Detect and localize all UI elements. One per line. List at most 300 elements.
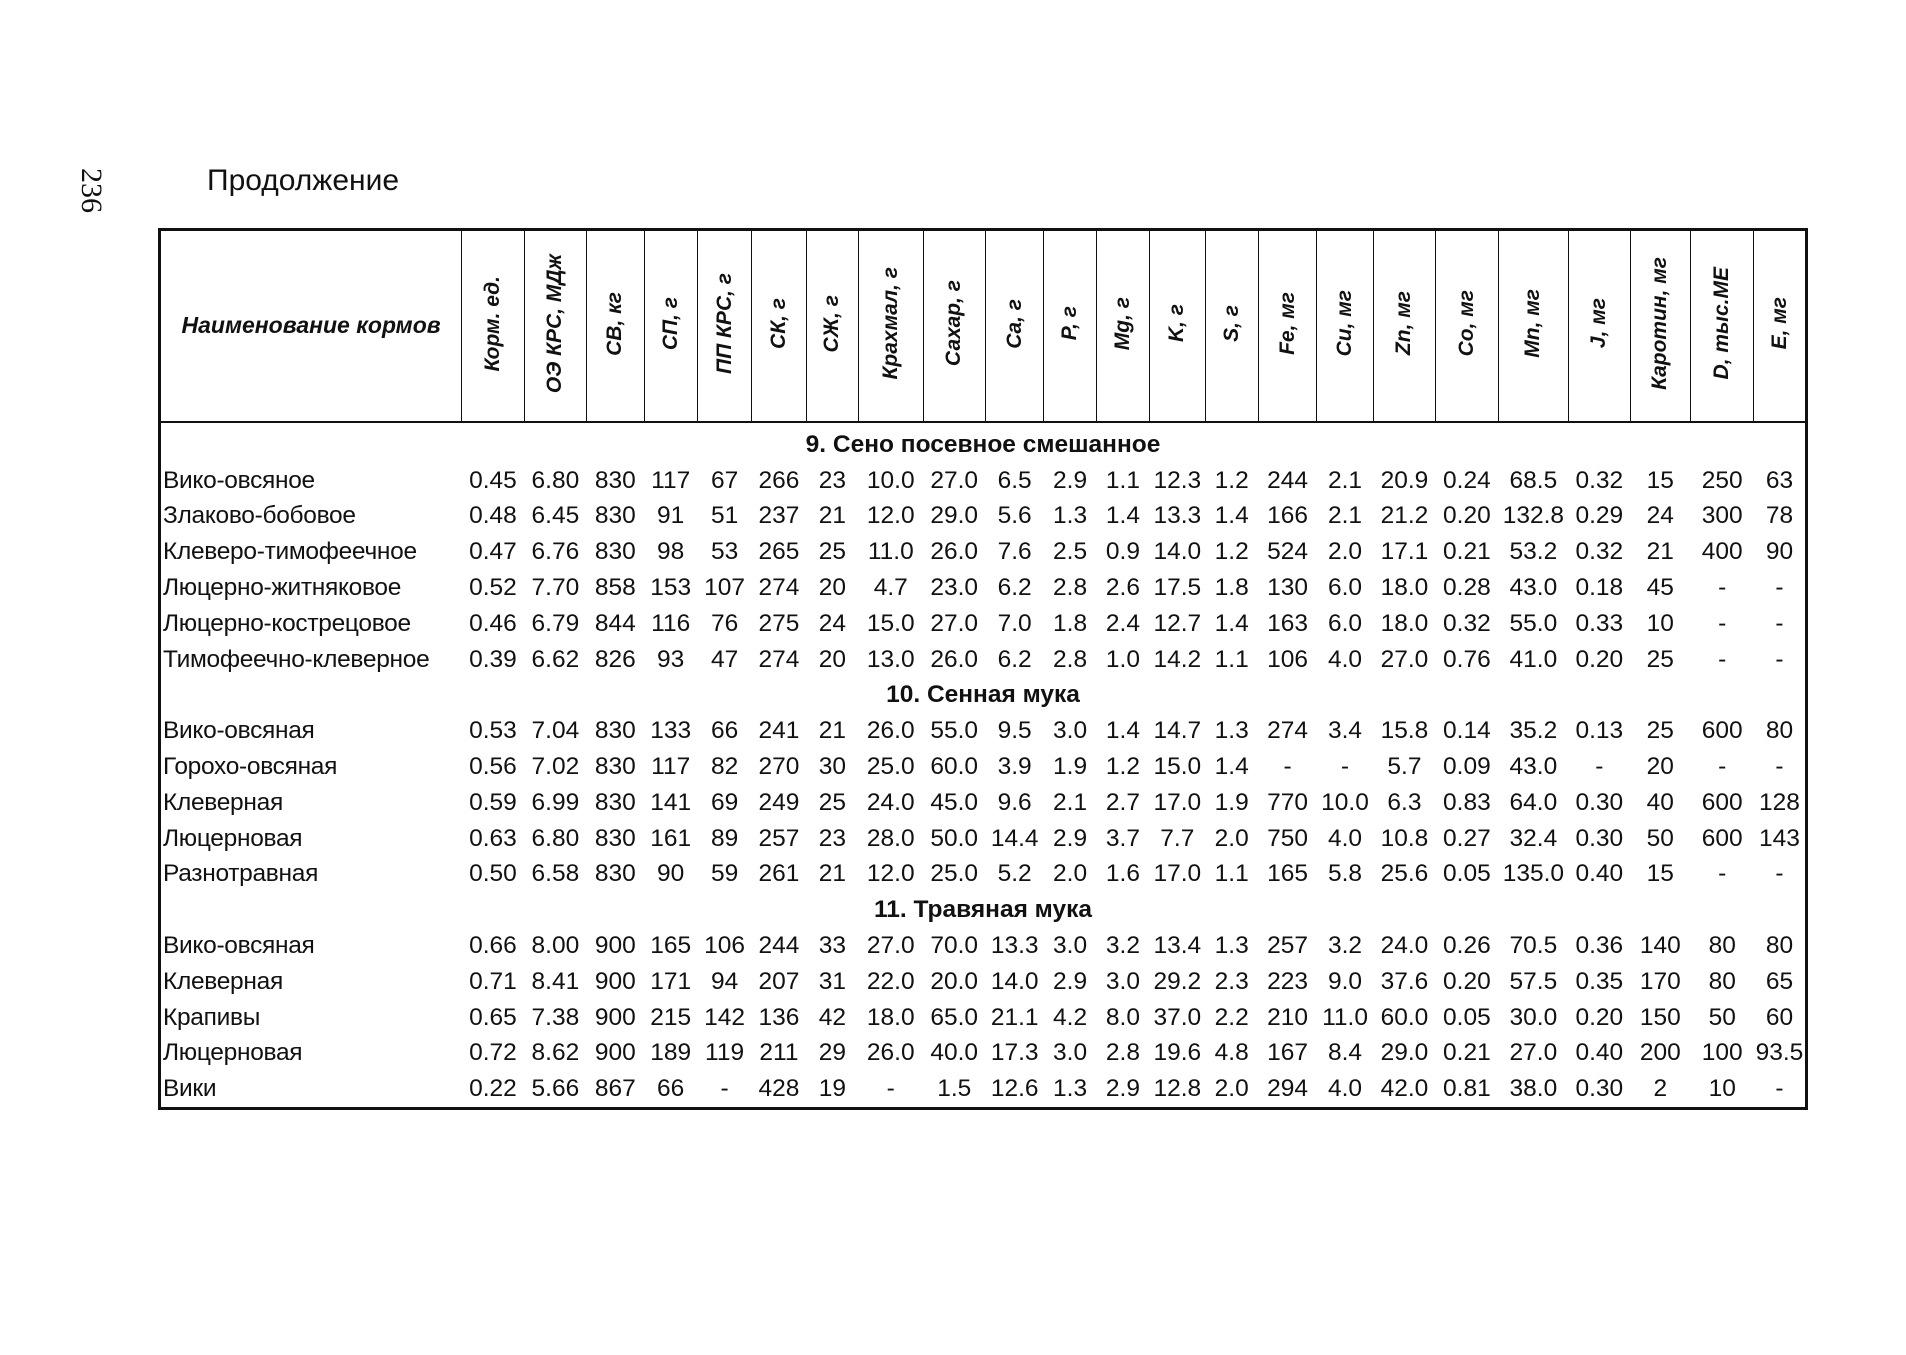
value-cell: 14.4 <box>990 824 1039 852</box>
value-cell: 29 <box>818 1039 846 1067</box>
value-cell: 26.0 <box>930 538 979 566</box>
value-cell: 2 <box>1653 1075 1668 1103</box>
value-cell: 6.45 <box>531 502 580 530</box>
value-cell: 0.20 <box>1443 502 1491 530</box>
value-cell: 25 <box>1646 717 1674 745</box>
value-cell: - <box>1340 753 1350 781</box>
value-cell: 0.33 <box>1575 609 1624 637</box>
value-cell: 136 <box>758 1003 800 1031</box>
value-cell: 600 <box>1701 824 1743 852</box>
column-header <box>644 230 697 423</box>
value-cell: 0.56 <box>469 753 517 781</box>
value-cell: 23 <box>818 466 846 494</box>
value-cell: 0.47 <box>469 538 517 566</box>
value-cell: 900 <box>594 1003 636 1031</box>
value-cell: 60 <box>1754 1000 1807 1036</box>
value-cell: - <box>1595 753 1604 781</box>
value-cell: 21 <box>1646 538 1674 566</box>
value-cell: 1.3 <box>1214 717 1249 745</box>
value-cell: 0.28 <box>1443 574 1491 602</box>
column-header <box>1691 230 1754 423</box>
value-cell: 90 <box>1754 534 1807 570</box>
value-cell: 5.66 <box>531 1075 580 1103</box>
value-cell: 0.72 <box>469 1039 517 1067</box>
value-cell: 0.45 <box>469 466 517 494</box>
value-cell: 19.6 <box>1153 1039 1202 1067</box>
value-cell: 26.0 <box>930 645 979 673</box>
value-cell: 59 <box>710 860 739 888</box>
value-cell: 4.0 <box>1327 645 1363 673</box>
value-cell: 12.0 <box>866 502 915 530</box>
column-header-label: ПП КРС, г <box>712 272 736 374</box>
value-cell: 867 <box>594 1075 636 1103</box>
value-cell: 0.32 <box>1575 466 1624 494</box>
value-cell: 5.2 <box>997 860 1032 888</box>
feed-composition-table <box>158 228 1808 1110</box>
value-cell: 0.48 <box>469 502 517 530</box>
value-cell: 1.0 <box>1105 645 1140 673</box>
value-cell: 2.2 <box>1214 1003 1249 1031</box>
value-cell: 0.9 <box>1105 538 1140 566</box>
feed-name-cell: Люцерновая <box>163 824 303 852</box>
value-cell: 14.0 <box>1153 538 1202 566</box>
column-header <box>1150 230 1205 423</box>
value-cell: 63 <box>1754 463 1807 499</box>
value-cell: - <box>1283 753 1292 781</box>
value-cell: 0.66 <box>469 932 517 960</box>
value-cell: 400 <box>1701 538 1743 566</box>
value-cell: 14.2 <box>1153 645 1202 673</box>
value-cell: 1.9 <box>1053 753 1088 781</box>
column-header-label: Крахмал, г <box>878 267 902 380</box>
value-cell: 270 <box>758 753 800 781</box>
value-cell: 8.62 <box>531 1039 580 1067</box>
value-cell: 43.0 <box>1509 574 1558 602</box>
value-cell: 14.7 <box>1153 717 1202 745</box>
value-cell: 241 <box>758 717 800 745</box>
value-cell: 1.8 <box>1053 609 1088 637</box>
value-cell: 5.6 <box>997 502 1032 530</box>
value-cell: 1.1 <box>1214 860 1249 888</box>
value-cell: 0.71 <box>469 967 517 995</box>
feed-name-cell: Злаково-бобовое <box>163 502 356 530</box>
value-cell: 844 <box>594 609 636 637</box>
value-cell: 1.1 <box>1214 645 1249 673</box>
value-cell: 1.4 <box>1214 502 1249 530</box>
value-cell: 2.5 <box>1053 538 1088 566</box>
value-cell: 0.21 <box>1443 538 1491 566</box>
value-cell: 1.4 <box>1214 609 1249 637</box>
column-header-label: Fe, мг <box>1275 292 1299 355</box>
table-row <box>160 713 1807 749</box>
value-cell: 1.2 <box>1214 538 1249 566</box>
value-cell: 830 <box>594 466 636 494</box>
value-cell: 830 <box>594 717 636 745</box>
value-cell: 275 <box>758 609 800 637</box>
value-cell: 40 <box>1646 788 1674 816</box>
value-cell: 7.0 <box>997 609 1032 637</box>
value-cell: 830 <box>594 788 636 816</box>
value-cell: 50 <box>1646 824 1674 852</box>
value-cell: 266 <box>758 466 800 494</box>
value-cell: 0.76 <box>1443 645 1491 673</box>
value-cell: 274 <box>1267 717 1309 745</box>
value-cell: 3.0 <box>1053 932 1088 960</box>
value-cell: 12.6 <box>990 1075 1039 1103</box>
value-cell: 1.4 <box>1214 753 1249 781</box>
feed-name-cell: Тимофеечно-клеверное <box>163 645 430 673</box>
value-cell: 274 <box>758 645 800 673</box>
value-cell: 7.04 <box>531 717 580 745</box>
value-cell: 20.0 <box>930 967 979 995</box>
value-cell: 32.4 <box>1509 824 1558 852</box>
value-cell: 33 <box>818 932 846 960</box>
value-cell: 150 <box>1639 1003 1681 1031</box>
column-header <box>587 230 644 423</box>
value-cell: 2.0 <box>1053 860 1088 888</box>
value-cell: 249 <box>758 788 800 816</box>
value-cell: 0.65 <box>469 1003 517 1031</box>
section-title: 10. Сенная мука <box>160 678 1807 714</box>
value-cell: 89 <box>710 824 739 852</box>
value-cell: 20 <box>818 574 846 602</box>
value-cell: 24 <box>818 609 846 637</box>
value-cell: 0.32 <box>1575 538 1624 566</box>
value-cell: 18.0 <box>1380 609 1429 637</box>
value-cell: 25 <box>1646 645 1674 673</box>
value-cell: 64.0 <box>1509 788 1558 816</box>
table-row <box>160 499 1807 535</box>
value-cell: 9.0 <box>1327 967 1363 995</box>
value-cell: 10.0 <box>866 466 915 494</box>
column-header-label: ОЭ КРС, МДж <box>543 253 567 394</box>
section-row <box>160 892 1807 928</box>
column-header <box>752 230 806 423</box>
value-cell: 17.1 <box>1380 538 1429 566</box>
value-cell: 0.24 <box>1443 466 1491 494</box>
column-header <box>1317 230 1373 423</box>
value-cell: 10.8 <box>1380 824 1429 852</box>
value-cell: 23.0 <box>930 574 979 602</box>
table-row <box>160 785 1807 821</box>
value-cell: 250 <box>1701 466 1743 494</box>
value-cell: 18.0 <box>1380 574 1429 602</box>
value-cell: 161 <box>650 824 692 852</box>
value-cell: 27.0 <box>1509 1039 1558 1067</box>
value-cell: 119 <box>705 1039 745 1067</box>
value-cell: 142 <box>704 1003 746 1031</box>
value-cell: 0.22 <box>469 1075 517 1103</box>
value-cell: 13.4 <box>1153 932 1202 960</box>
value-cell: 25.0 <box>930 860 979 888</box>
value-cell: 1.4 <box>1105 717 1140 745</box>
value-cell: 750 <box>1267 824 1309 852</box>
column-header-label: СП, г <box>658 296 682 351</box>
value-cell: 15 <box>1646 466 1674 494</box>
value-cell: 98 <box>657 538 685 566</box>
feed-name-cell: Клеверная <box>163 967 283 995</box>
value-cell: 2.6 <box>1105 574 1140 602</box>
section-title: 9. Сено посевное смешанное <box>160 422 1807 463</box>
value-cell: 8.00 <box>531 932 580 960</box>
value-cell: 27.0 <box>930 609 979 637</box>
value-cell: 117 <box>651 466 691 494</box>
value-cell: 830 <box>594 753 636 781</box>
column-header <box>697 230 751 423</box>
table-body <box>160 422 1807 1109</box>
value-cell: 21 <box>818 502 846 530</box>
value-cell: 117 <box>651 753 691 781</box>
column-header-label: P, г <box>1058 306 1082 341</box>
value-cell: 0.14 <box>1443 717 1491 745</box>
value-cell: 428 <box>758 1075 800 1103</box>
table-row <box>160 570 1807 606</box>
value-cell: 211 <box>759 1039 799 1067</box>
value-cell: 170 <box>1639 967 1681 995</box>
value-cell: 1.6 <box>1105 860 1140 888</box>
value-cell: 6.80 <box>531 824 580 852</box>
value-cell: 171 <box>650 967 692 995</box>
value-cell: 30 <box>818 753 846 781</box>
value-cell: 17.3 <box>990 1039 1039 1067</box>
value-cell: 1.2 <box>1214 466 1249 494</box>
column-header-label: Ca, г <box>1002 298 1026 349</box>
value-cell: 28.0 <box>866 824 915 852</box>
value-cell: 6.0 <box>1327 609 1363 637</box>
value-cell: 50 <box>1708 1003 1736 1031</box>
value-cell: 3.7 <box>1105 824 1140 852</box>
value-cell: 300 <box>1701 502 1743 530</box>
value-cell: 37.0 <box>1153 1003 1202 1031</box>
value-cell: 24.0 <box>866 788 915 816</box>
column-header <box>462 230 524 423</box>
feed-name-cell: Вико-овсяная <box>163 932 315 960</box>
value-cell: 207 <box>758 967 800 995</box>
value-cell: 900 <box>594 1039 636 1067</box>
value-cell: 0.13 <box>1575 717 1624 745</box>
section-row <box>160 422 1807 463</box>
value-cell: 237 <box>758 502 800 530</box>
value-cell: - <box>1718 753 1727 781</box>
value-cell: 132.8 <box>1502 502 1565 530</box>
value-cell: 141 <box>650 788 692 816</box>
value-cell: 261 <box>758 860 800 888</box>
value-cell: 18.0 <box>866 1003 915 1031</box>
value-cell: 3.0 <box>1053 1039 1088 1067</box>
feed-name-cell: Вико-овсяная <box>163 717 315 745</box>
value-cell: 60.0 <box>1380 1003 1429 1031</box>
value-cell: 6.0 <box>1327 574 1363 602</box>
column-header <box>923 230 985 423</box>
value-cell: 830 <box>594 538 636 566</box>
value-cell: 0.26 <box>1443 932 1491 960</box>
value-cell: 27.0 <box>930 466 979 494</box>
column-header-label: СЖ, г <box>820 294 844 353</box>
value-cell: 13.3 <box>1153 502 1202 530</box>
value-cell: 130 <box>1267 574 1309 602</box>
value-cell: 82 <box>710 753 739 781</box>
value-cell: 93 <box>657 645 685 673</box>
value-cell: 19 <box>818 1075 846 1103</box>
value-cell: 9.6 <box>997 788 1032 816</box>
column-header <box>1258 230 1316 423</box>
value-cell: - <box>1718 574 1727 602</box>
value-cell: 2.1 <box>1327 502 1363 530</box>
column-header-label: Сахар, г <box>942 280 966 367</box>
value-cell: 25.6 <box>1380 860 1429 888</box>
value-cell: 2.8 <box>1053 574 1088 602</box>
value-cell: 600 <box>1701 717 1743 745</box>
value-cell: 7.02 <box>531 753 580 781</box>
value-cell: - <box>1754 749 1807 785</box>
page-title: Продолжение <box>207 164 400 197</box>
value-cell: 51 <box>710 502 739 530</box>
value-cell: 27.0 <box>866 932 915 960</box>
value-cell: 12.3 <box>1153 466 1202 494</box>
value-cell: 20.9 <box>1380 466 1429 494</box>
value-cell: 770 <box>1267 788 1309 816</box>
column-header <box>1044 230 1096 423</box>
table-row <box>160 642 1807 678</box>
value-cell: 70.0 <box>930 932 979 960</box>
value-cell: 128 <box>1754 785 1807 821</box>
column-header-label: СВ, кг <box>603 291 627 356</box>
value-cell: 153 <box>650 574 692 602</box>
value-cell: 25.0 <box>866 753 915 781</box>
value-cell: 0.50 <box>469 860 517 888</box>
value-cell: 4.8 <box>1214 1039 1249 1067</box>
value-cell: 257 <box>758 824 800 852</box>
column-header <box>806 230 858 423</box>
column-header <box>1498 230 1569 423</box>
value-cell: 140 <box>1639 932 1681 960</box>
value-cell: 0.20 <box>1575 645 1624 673</box>
value-cell: 244 <box>1267 466 1309 494</box>
column-header <box>1754 230 1807 423</box>
value-cell: 163 <box>1267 609 1309 637</box>
value-cell: 67 <box>710 466 739 494</box>
value-cell: 12.8 <box>1153 1075 1202 1103</box>
value-cell: 10 <box>1708 1075 1736 1103</box>
value-cell: 274 <box>758 574 800 602</box>
value-cell: 2.7 <box>1105 788 1140 816</box>
value-cell: 90 <box>657 860 685 888</box>
value-cell: 24 <box>1646 502 1674 530</box>
value-cell: 25 <box>818 788 846 816</box>
value-cell: 1.3 <box>1053 502 1088 530</box>
value-cell: 3.2 <box>1105 932 1140 960</box>
value-cell: 7.7 <box>1160 824 1195 852</box>
value-cell: 830 <box>594 824 636 852</box>
value-cell: 2.9 <box>1053 967 1088 995</box>
feed-name-cell: Люцерновая <box>163 1039 303 1067</box>
value-cell: 4.7 <box>873 574 908 602</box>
value-cell: 6.76 <box>531 538 580 566</box>
column-header <box>1630 230 1690 423</box>
feed-name-cell: Разнотравная <box>163 860 319 888</box>
value-cell: 47 <box>710 645 739 673</box>
column-header-label: S, г <box>1219 305 1243 342</box>
value-cell: 60.0 <box>930 753 979 781</box>
value-cell: 826 <box>594 645 636 673</box>
value-cell: 6.80 <box>531 466 580 494</box>
value-cell: 21.1 <box>990 1003 1039 1031</box>
value-cell: 0.18 <box>1575 574 1624 602</box>
value-cell: 165 <box>1267 860 1309 888</box>
value-cell: 13.0 <box>866 645 915 673</box>
value-cell: 0.52 <box>469 574 517 602</box>
value-cell: 8.41 <box>531 967 580 995</box>
value-cell: 10 <box>1646 609 1674 637</box>
feed-name-cell: Клеверо-тимофеечное <box>163 538 417 566</box>
value-cell: 200 <box>1639 1039 1681 1067</box>
value-cell: 15.0 <box>866 609 915 637</box>
value-cell: 0.27 <box>1443 824 1491 852</box>
value-cell: 133 <box>650 717 692 745</box>
value-cell: 2.0 <box>1327 538 1363 566</box>
value-cell: 600 <box>1701 788 1743 816</box>
value-cell: 0.35 <box>1575 967 1624 995</box>
value-cell: - <box>1754 642 1807 678</box>
section-row <box>160 678 1807 714</box>
value-cell: 17.0 <box>1153 860 1202 888</box>
value-cell: 0.20 <box>1575 1003 1624 1031</box>
value-cell: 31 <box>818 967 846 995</box>
value-cell: 900 <box>594 967 636 995</box>
value-cell: 0.46 <box>469 609 517 637</box>
value-cell: 0.59 <box>469 788 517 816</box>
value-cell: 93.5 <box>1754 1036 1807 1072</box>
value-cell: 6.3 <box>1387 788 1422 816</box>
column-header <box>1096 230 1149 423</box>
value-cell: 167 <box>1267 1039 1309 1067</box>
value-cell: 7.70 <box>531 574 580 602</box>
value-cell: 12.0 <box>866 860 915 888</box>
value-cell: 21 <box>818 860 846 888</box>
value-cell: 2.0 <box>1214 1075 1249 1103</box>
value-cell: 2.4 <box>1105 609 1140 637</box>
value-cell: 2.9 <box>1053 824 1088 852</box>
table-row <box>160 964 1807 1000</box>
value-cell: 244 <box>758 932 800 960</box>
value-cell: 3.4 <box>1327 717 1363 745</box>
value-cell: 294 <box>1267 1075 1309 1103</box>
table-row <box>160 534 1807 570</box>
value-cell: 524 <box>1267 538 1309 566</box>
value-cell: 8.0 <box>1105 1003 1140 1031</box>
column-header-label: Cu, мг <box>1332 290 1356 357</box>
value-cell: 2.1 <box>1327 466 1363 494</box>
table-row <box>160 749 1807 785</box>
value-cell: 69 <box>710 788 739 816</box>
value-cell: 6.5 <box>997 466 1032 494</box>
value-cell: 1.1 <box>1105 466 1140 494</box>
value-cell: 37.6 <box>1380 967 1429 995</box>
column-header <box>1205 230 1258 423</box>
column-header <box>1569 230 1630 423</box>
value-cell: 165 <box>650 932 692 960</box>
value-cell: 0.29 <box>1575 502 1624 530</box>
value-cell: - <box>1718 645 1727 673</box>
value-cell: 21.2 <box>1380 502 1429 530</box>
column-header-label: СК, г <box>766 298 790 349</box>
column-header <box>985 230 1043 423</box>
value-cell: 830 <box>594 502 636 530</box>
value-cell: 1.2 <box>1105 753 1140 781</box>
value-cell: 53.2 <box>1509 538 1558 566</box>
value-cell: 66 <box>657 1075 685 1103</box>
value-cell: 1.3 <box>1214 932 1249 960</box>
